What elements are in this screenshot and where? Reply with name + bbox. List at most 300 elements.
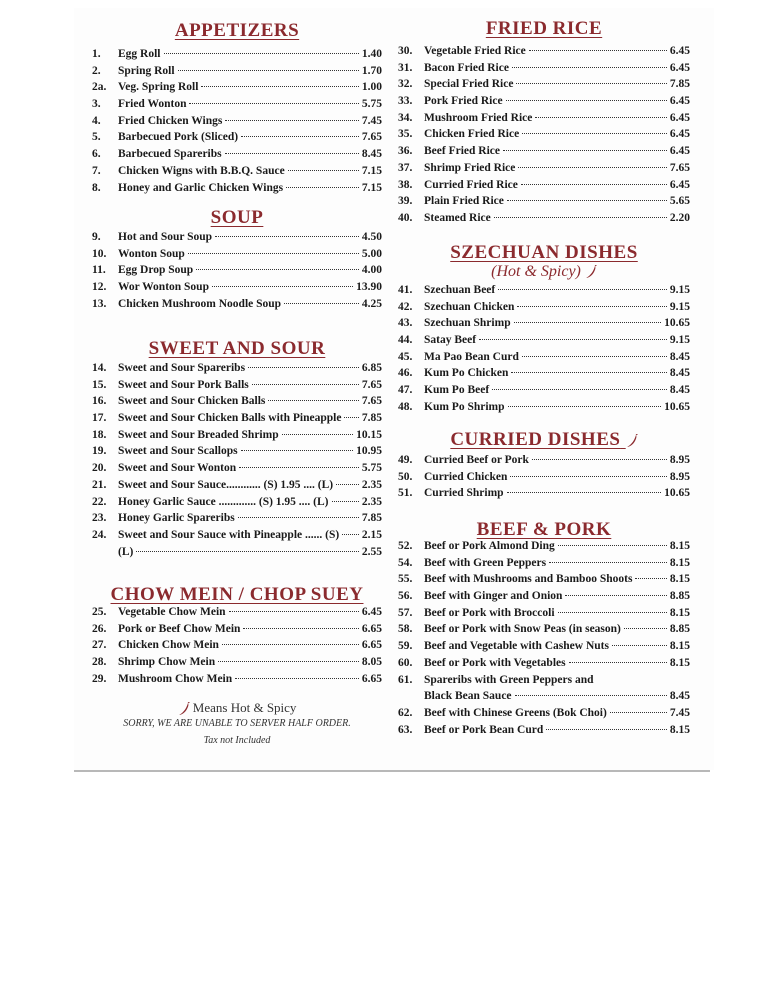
dot-leader bbox=[508, 406, 662, 407]
dot-leader bbox=[342, 534, 359, 535]
item-number: 26. bbox=[92, 622, 107, 635]
item-name: Barbecued Pork (Sliced) bbox=[118, 131, 239, 144]
item-price: 7.65 bbox=[361, 378, 382, 391]
item-number: 56. bbox=[398, 590, 413, 603]
item-name: Vegetable Chow Mein bbox=[118, 606, 226, 618]
item-name: (L) bbox=[118, 545, 134, 558]
dot-leader bbox=[507, 492, 662, 493]
item-name: Szechuan Chicken bbox=[424, 300, 515, 313]
item-name: Curried Shrimp bbox=[424, 487, 504, 500]
item-number: 50. bbox=[398, 470, 413, 483]
item-number: 42. bbox=[398, 300, 413, 313]
menu-item bbox=[398, 590, 690, 607]
hot-spicy-note bbox=[92, 700, 382, 716]
item-name: Special Fried Rice bbox=[424, 78, 514, 91]
menu-item bbox=[398, 195, 690, 212]
item-price: 8.15 bbox=[669, 556, 690, 569]
item-name: Szechuan Shrimp bbox=[424, 317, 511, 330]
fried-rice-list bbox=[398, 45, 690, 229]
menu-item bbox=[398, 657, 690, 674]
item-price: 9.15 bbox=[669, 284, 690, 296]
sweet-sour-title: SWEET AND SOUR bbox=[148, 338, 326, 359]
dot-leader bbox=[332, 501, 359, 502]
dot-leader bbox=[479, 339, 667, 340]
item-name: Beef with Chinese Greens (Bok Choi) bbox=[424, 706, 607, 719]
item-price: 8.15 bbox=[669, 640, 690, 653]
item-name: Steamed Rice bbox=[424, 211, 491, 224]
item-price: 6.45 bbox=[669, 111, 690, 124]
item-number: 35. bbox=[398, 128, 413, 141]
menu-item bbox=[398, 384, 690, 401]
item-number: 41. bbox=[398, 284, 413, 296]
item-number: 54. bbox=[398, 556, 413, 569]
item-price: 5.00 bbox=[361, 247, 382, 260]
item-price: 1.70 bbox=[361, 64, 382, 77]
item-number: 48. bbox=[398, 400, 413, 413]
item-price: 2.35 bbox=[361, 478, 382, 491]
menu-item bbox=[92, 65, 382, 82]
menu-item bbox=[92, 639, 382, 656]
menu-item bbox=[398, 351, 690, 368]
curried-title bbox=[398, 429, 690, 451]
menu-item bbox=[92, 445, 382, 462]
menu-item bbox=[398, 573, 690, 590]
dot-leader bbox=[241, 450, 354, 451]
item-name: Beef Fried Rice bbox=[424, 145, 500, 158]
dot-leader bbox=[565, 595, 666, 596]
dot-leader bbox=[284, 303, 359, 304]
dot-leader bbox=[529, 50, 667, 51]
menu-item bbox=[398, 112, 690, 129]
item-price: 13.90 bbox=[356, 281, 382, 294]
menu-item bbox=[398, 367, 690, 384]
dot-leader bbox=[252, 384, 359, 385]
menu-item bbox=[398, 45, 690, 62]
menu-item bbox=[92, 48, 382, 65]
item-number: 44. bbox=[398, 334, 413, 347]
menu-item bbox=[92, 131, 382, 148]
dot-leader bbox=[241, 136, 359, 137]
dot-leader bbox=[514, 322, 662, 323]
menu-item bbox=[92, 673, 382, 690]
menu-item bbox=[398, 707, 690, 724]
dot-leader bbox=[215, 236, 359, 237]
dot-leader bbox=[212, 286, 353, 287]
menu-item bbox=[92, 462, 382, 479]
item-price: 6.45 bbox=[669, 178, 690, 191]
item-price: 1.00 bbox=[361, 81, 382, 94]
menu-item bbox=[398, 640, 690, 657]
menu-item bbox=[92, 606, 382, 623]
item-price: 8.15 bbox=[669, 540, 690, 552]
item-name: Sweet and Sour Pork Balls bbox=[118, 378, 249, 391]
page-edge bbox=[74, 770, 710, 772]
dot-leader bbox=[286, 187, 359, 188]
item-price: 4.25 bbox=[361, 297, 382, 310]
tax-note: Tax not Included bbox=[203, 735, 271, 746]
menu-item bbox=[398, 62, 690, 79]
item-price: 2.20 bbox=[669, 211, 690, 224]
menu-item bbox=[92, 231, 382, 248]
item-price: 6.85 bbox=[361, 362, 382, 374]
item-number: 49. bbox=[398, 454, 413, 466]
item-price: 6.45 bbox=[669, 61, 690, 74]
item-name: Shrimp Chow Mein bbox=[118, 656, 216, 669]
dot-leader bbox=[225, 153, 359, 154]
item-price: 10.65 bbox=[664, 400, 690, 413]
dot-leader bbox=[243, 628, 358, 629]
item-price: 6.65 bbox=[361, 622, 382, 635]
item-name: Kum Po Chicken bbox=[424, 367, 509, 380]
item-price: 8.15 bbox=[669, 573, 690, 586]
item-name: Chicken Fried Rice bbox=[424, 128, 520, 141]
item-name: Egg Roll bbox=[118, 48, 161, 60]
item-price: 7.65 bbox=[361, 131, 382, 144]
item-price: 6.45 bbox=[669, 95, 690, 108]
dot-leader bbox=[506, 100, 667, 101]
item-number: 23. bbox=[92, 512, 107, 525]
beef-pork-title: BEEF & PORK bbox=[476, 519, 612, 540]
item-number: 5. bbox=[92, 131, 101, 144]
dot-leader bbox=[229, 611, 359, 612]
item-name: Mushroom Fried Rice bbox=[424, 111, 533, 124]
item-number: 3. bbox=[92, 98, 101, 111]
item-name: Sweet and Sour Chicken Balls with Pineapple bbox=[118, 412, 342, 425]
menu-item bbox=[398, 212, 690, 229]
item-name: Beef or Pork Almond Ding bbox=[424, 540, 555, 552]
menu-item bbox=[398, 487, 690, 504]
item-price: 7.85 bbox=[669, 78, 690, 91]
menu-item bbox=[398, 162, 690, 179]
menu-item bbox=[398, 471, 690, 488]
item-price: 6.45 bbox=[669, 45, 690, 57]
item-number: 62. bbox=[398, 706, 413, 719]
item-name: Plain Fried Rice bbox=[424, 195, 504, 208]
item-number: 9. bbox=[92, 231, 101, 243]
chili-pepper-icon bbox=[585, 265, 597, 279]
item-price: 8.15 bbox=[669, 606, 690, 619]
item-price: 4.00 bbox=[361, 264, 382, 277]
item-number: 36. bbox=[398, 145, 413, 158]
item-price: 1.40 bbox=[361, 48, 382, 60]
menu-item bbox=[398, 557, 690, 574]
curried-title-text: CURRIED DISHES bbox=[450, 429, 621, 450]
item-number: 52. bbox=[398, 540, 413, 552]
item-name: Szechuan Beef bbox=[424, 284, 496, 296]
item-price: 5.75 bbox=[361, 98, 382, 111]
menu-item bbox=[92, 395, 382, 412]
item-number: 2a. bbox=[92, 81, 107, 94]
item-price: 10.95 bbox=[356, 445, 382, 458]
dot-leader bbox=[178, 70, 359, 71]
item-price: 7.65 bbox=[361, 395, 382, 408]
menu-item bbox=[398, 301, 690, 318]
item-number: 11. bbox=[92, 264, 106, 277]
dot-leader bbox=[503, 150, 667, 151]
menu-item bbox=[398, 540, 690, 557]
menu-item bbox=[92, 529, 382, 546]
menu-item bbox=[92, 248, 382, 265]
item-number: 37. bbox=[398, 161, 413, 174]
item-price: 7.15 bbox=[361, 164, 382, 177]
item-number: 39. bbox=[398, 195, 413, 208]
dot-leader bbox=[494, 217, 667, 218]
szechuan-title: SZECHUAN DISHES bbox=[450, 242, 638, 263]
menu-item bbox=[398, 724, 690, 741]
menu-item bbox=[398, 623, 690, 640]
dot-leader bbox=[225, 120, 359, 121]
item-price: 10.65 bbox=[664, 317, 690, 330]
item-name: Veg. Spring Roll bbox=[118, 81, 199, 94]
menu-item bbox=[92, 429, 382, 446]
item-number: 21. bbox=[92, 478, 107, 491]
item-price: 6.45 bbox=[669, 145, 690, 158]
item-name: Black Bean Sauce bbox=[424, 690, 512, 703]
dot-leader bbox=[558, 545, 667, 546]
item-number: 28. bbox=[92, 656, 107, 669]
dot-leader bbox=[532, 459, 667, 460]
dot-leader bbox=[549, 562, 667, 563]
item-name: Sweet and Sour Sauce with Pineapple ...... (S) bbox=[118, 528, 340, 541]
item-price: 7.45 bbox=[669, 706, 690, 719]
hot-spicy-label: Means Hot & Spicy bbox=[192, 700, 297, 715]
item-number: 6. bbox=[92, 148, 101, 161]
item-name: Chicken Mushroom Noodle Soup bbox=[118, 297, 282, 310]
dot-leader bbox=[238, 517, 359, 518]
item-name: Pork or Beef Chow Mein bbox=[118, 622, 241, 635]
item-number: 60. bbox=[398, 656, 413, 669]
curried-list bbox=[398, 454, 690, 504]
item-price: 8.85 bbox=[669, 623, 690, 636]
item-number: 12. bbox=[92, 281, 107, 294]
item-price: 6.65 bbox=[361, 639, 382, 652]
item-number: 47. bbox=[398, 384, 413, 397]
item-name: Pork Fried Rice bbox=[424, 95, 503, 108]
item-number: 19. bbox=[92, 445, 107, 458]
menu-item bbox=[398, 284, 690, 301]
item-number: 61. bbox=[398, 673, 413, 686]
item-price: 5.65 bbox=[669, 195, 690, 208]
dot-leader bbox=[546, 729, 667, 730]
dot-leader bbox=[196, 269, 359, 270]
half-order-note: SORRY, WE ARE UNABLE TO SERVER HALF ORDER. bbox=[123, 718, 351, 729]
item-price: 8.15 bbox=[669, 656, 690, 669]
fried-rice-title: FRIED RICE bbox=[485, 18, 603, 39]
item-name: Wor Wonton Soup bbox=[118, 281, 209, 294]
item-price: 9.15 bbox=[669, 300, 690, 313]
dot-leader bbox=[569, 662, 667, 663]
item-name: Sweet and Sour Chicken Balls bbox=[118, 395, 266, 408]
item-name: Sweet and Sour Wonton bbox=[118, 462, 237, 475]
menu-item bbox=[92, 623, 382, 640]
szechuan-subtitle bbox=[398, 263, 690, 281]
item-number: 24. bbox=[92, 528, 107, 541]
dot-leader bbox=[336, 484, 359, 485]
beef-pork-list bbox=[398, 540, 690, 740]
menu-item bbox=[92, 182, 382, 199]
item-number: 16. bbox=[92, 395, 107, 408]
item-price: 8.45 bbox=[669, 367, 690, 380]
item-name: Chicken Wigns with B.B.Q. Sauce bbox=[118, 164, 285, 177]
dot-leader bbox=[235, 678, 359, 679]
item-name: Beef with Ginger and Onion bbox=[424, 590, 563, 603]
item-number: 20. bbox=[92, 462, 107, 475]
item-price: 8.45 bbox=[361, 148, 382, 161]
item-name: Beef or Pork with Snow Peas (in season) bbox=[424, 623, 621, 636]
dot-leader bbox=[558, 612, 667, 613]
item-number: 8. bbox=[92, 181, 101, 194]
item-number: 33. bbox=[398, 95, 413, 108]
menu-item bbox=[92, 546, 382, 563]
item-price: 2.15 bbox=[361, 528, 382, 541]
appetizers-list bbox=[92, 48, 382, 198]
item-price: 7.45 bbox=[361, 114, 382, 127]
item-price: 2.55 bbox=[361, 545, 382, 558]
item-price: 8.45 bbox=[669, 384, 690, 397]
menu-item bbox=[398, 674, 690, 691]
menu-item bbox=[398, 145, 690, 162]
item-price: 7.85 bbox=[361, 512, 382, 525]
dot-leader bbox=[535, 117, 666, 118]
dot-leader bbox=[522, 133, 667, 134]
item-price: 10.65 bbox=[664, 487, 690, 500]
chili-pepper-icon bbox=[626, 434, 638, 448]
szechuan-subtitle-text: (Hot & Spicy) bbox=[491, 263, 581, 280]
item-name: Sweet and Sour Spareribs bbox=[118, 362, 246, 374]
dot-leader bbox=[512, 67, 667, 68]
dot-leader bbox=[248, 367, 359, 368]
item-name: Beef with Green Peppers bbox=[424, 556, 547, 569]
item-name: Fried Chicken Wings bbox=[118, 114, 223, 127]
item-price: 8.05 bbox=[361, 656, 382, 669]
szechuan-list bbox=[398, 284, 690, 418]
dot-leader bbox=[516, 83, 666, 84]
dot-leader bbox=[511, 372, 667, 373]
item-price: 8.45 bbox=[669, 690, 690, 703]
item-price: 7.65 bbox=[669, 161, 690, 174]
item-name: Beef or Pork with Vegetables bbox=[424, 656, 566, 669]
item-number: 59. bbox=[398, 640, 413, 653]
dot-leader bbox=[507, 200, 667, 201]
item-name: Curried Beef or Pork bbox=[424, 454, 529, 466]
item-number: 2. bbox=[92, 64, 101, 77]
item-name: Ma Pao Bean Curd bbox=[424, 350, 519, 363]
item-name: Mushroom Chow Mein bbox=[118, 672, 233, 685]
menu-item bbox=[92, 496, 382, 513]
menu-item bbox=[398, 95, 690, 112]
menu-item bbox=[92, 379, 382, 396]
dot-leader bbox=[510, 476, 667, 477]
item-name: Sweet and Sour Scallops bbox=[118, 445, 238, 458]
item-name: Curried Fried Rice bbox=[424, 178, 518, 191]
dot-leader bbox=[344, 417, 358, 418]
dot-leader bbox=[610, 712, 667, 713]
item-number: 1. bbox=[92, 48, 101, 60]
item-name: Beef or Pork with Broccoli bbox=[424, 606, 555, 619]
chili-pepper-icon bbox=[178, 702, 190, 716]
chow-mein-title: CHOW MEIN / CHOP SUEY bbox=[110, 584, 364, 605]
dot-leader bbox=[288, 170, 359, 171]
item-name: Beef and Vegetable with Cashew Nuts bbox=[424, 640, 609, 653]
item-number: 51. bbox=[398, 487, 413, 500]
item-name: Honey Garlic Spareribs bbox=[118, 512, 235, 525]
item-name: Spareribs with Green Peppers and bbox=[424, 673, 594, 686]
dot-leader bbox=[522, 356, 667, 357]
item-name: Vegetable Fried Rice bbox=[424, 45, 526, 57]
item-number: 18. bbox=[92, 428, 107, 441]
menu-item bbox=[398, 128, 690, 145]
item-number: 32. bbox=[398, 78, 413, 91]
item-number: 40. bbox=[398, 211, 413, 224]
appetizers-title: APPETIZERS bbox=[174, 20, 300, 41]
item-name: Curried Chicken bbox=[424, 470, 508, 483]
item-name: Sweet and Sour Breaded Shrimp bbox=[118, 428, 279, 441]
item-number: 29. bbox=[92, 672, 107, 685]
item-number: 13. bbox=[92, 297, 107, 310]
dot-leader bbox=[492, 389, 667, 390]
menu-item bbox=[398, 78, 690, 95]
item-price: 8.45 bbox=[669, 350, 690, 363]
item-number: 38. bbox=[398, 178, 413, 191]
menu-item bbox=[398, 690, 690, 707]
menu-item bbox=[92, 362, 382, 379]
item-name: Kum Po Beef bbox=[424, 384, 490, 397]
menu-item bbox=[92, 148, 382, 165]
item-number: 30. bbox=[398, 45, 413, 57]
item-price: 8.15 bbox=[669, 723, 690, 736]
item-price: 7.85 bbox=[361, 412, 382, 425]
item-number: 57. bbox=[398, 606, 413, 619]
item-price: 10.15 bbox=[356, 428, 382, 441]
item-number: 15. bbox=[92, 378, 107, 391]
item-price: 8.95 bbox=[669, 454, 690, 466]
item-price: 6.45 bbox=[669, 128, 690, 141]
item-number: 45. bbox=[398, 350, 413, 363]
item-name: Shrimp Fried Rice bbox=[424, 161, 516, 174]
dot-leader bbox=[268, 400, 358, 401]
item-number: 10. bbox=[92, 247, 107, 260]
item-name: Fried Wonton bbox=[118, 98, 187, 111]
menu-item bbox=[92, 115, 382, 132]
sweet-sour-list bbox=[92, 362, 382, 562]
item-name: Sweet and Sour Sauce............ (S) 1.95 .... (L) bbox=[118, 478, 334, 491]
item-price: 6.65 bbox=[361, 672, 382, 685]
item-number: 17. bbox=[92, 412, 107, 425]
item-name: Beef with Mushrooms and Bamboo Shoots bbox=[424, 573, 633, 586]
item-name: Hot and Sour Soup bbox=[118, 231, 213, 243]
item-name: Egg Drop Soup bbox=[118, 264, 194, 277]
soup-title: SOUP bbox=[210, 207, 264, 228]
menu-item bbox=[92, 479, 382, 496]
item-number: 55. bbox=[398, 573, 413, 586]
item-name: Bacon Fried Rice bbox=[424, 61, 509, 74]
dot-leader bbox=[515, 695, 667, 696]
item-price: 8.85 bbox=[669, 590, 690, 603]
menu-item bbox=[92, 98, 382, 115]
item-number: 14. bbox=[92, 362, 107, 374]
dot-leader bbox=[624, 628, 667, 629]
dot-leader bbox=[518, 167, 667, 168]
item-name: Kum Po Shrimp bbox=[424, 400, 505, 413]
dot-leader bbox=[222, 644, 359, 645]
item-price: 7.15 bbox=[361, 181, 382, 194]
chow-mein-list bbox=[92, 606, 382, 689]
item-number: 4. bbox=[92, 114, 101, 127]
dot-leader bbox=[189, 103, 358, 104]
item-number: 22. bbox=[92, 495, 107, 508]
item-number: 43. bbox=[398, 317, 413, 330]
item-price: 4.50 bbox=[361, 231, 382, 243]
